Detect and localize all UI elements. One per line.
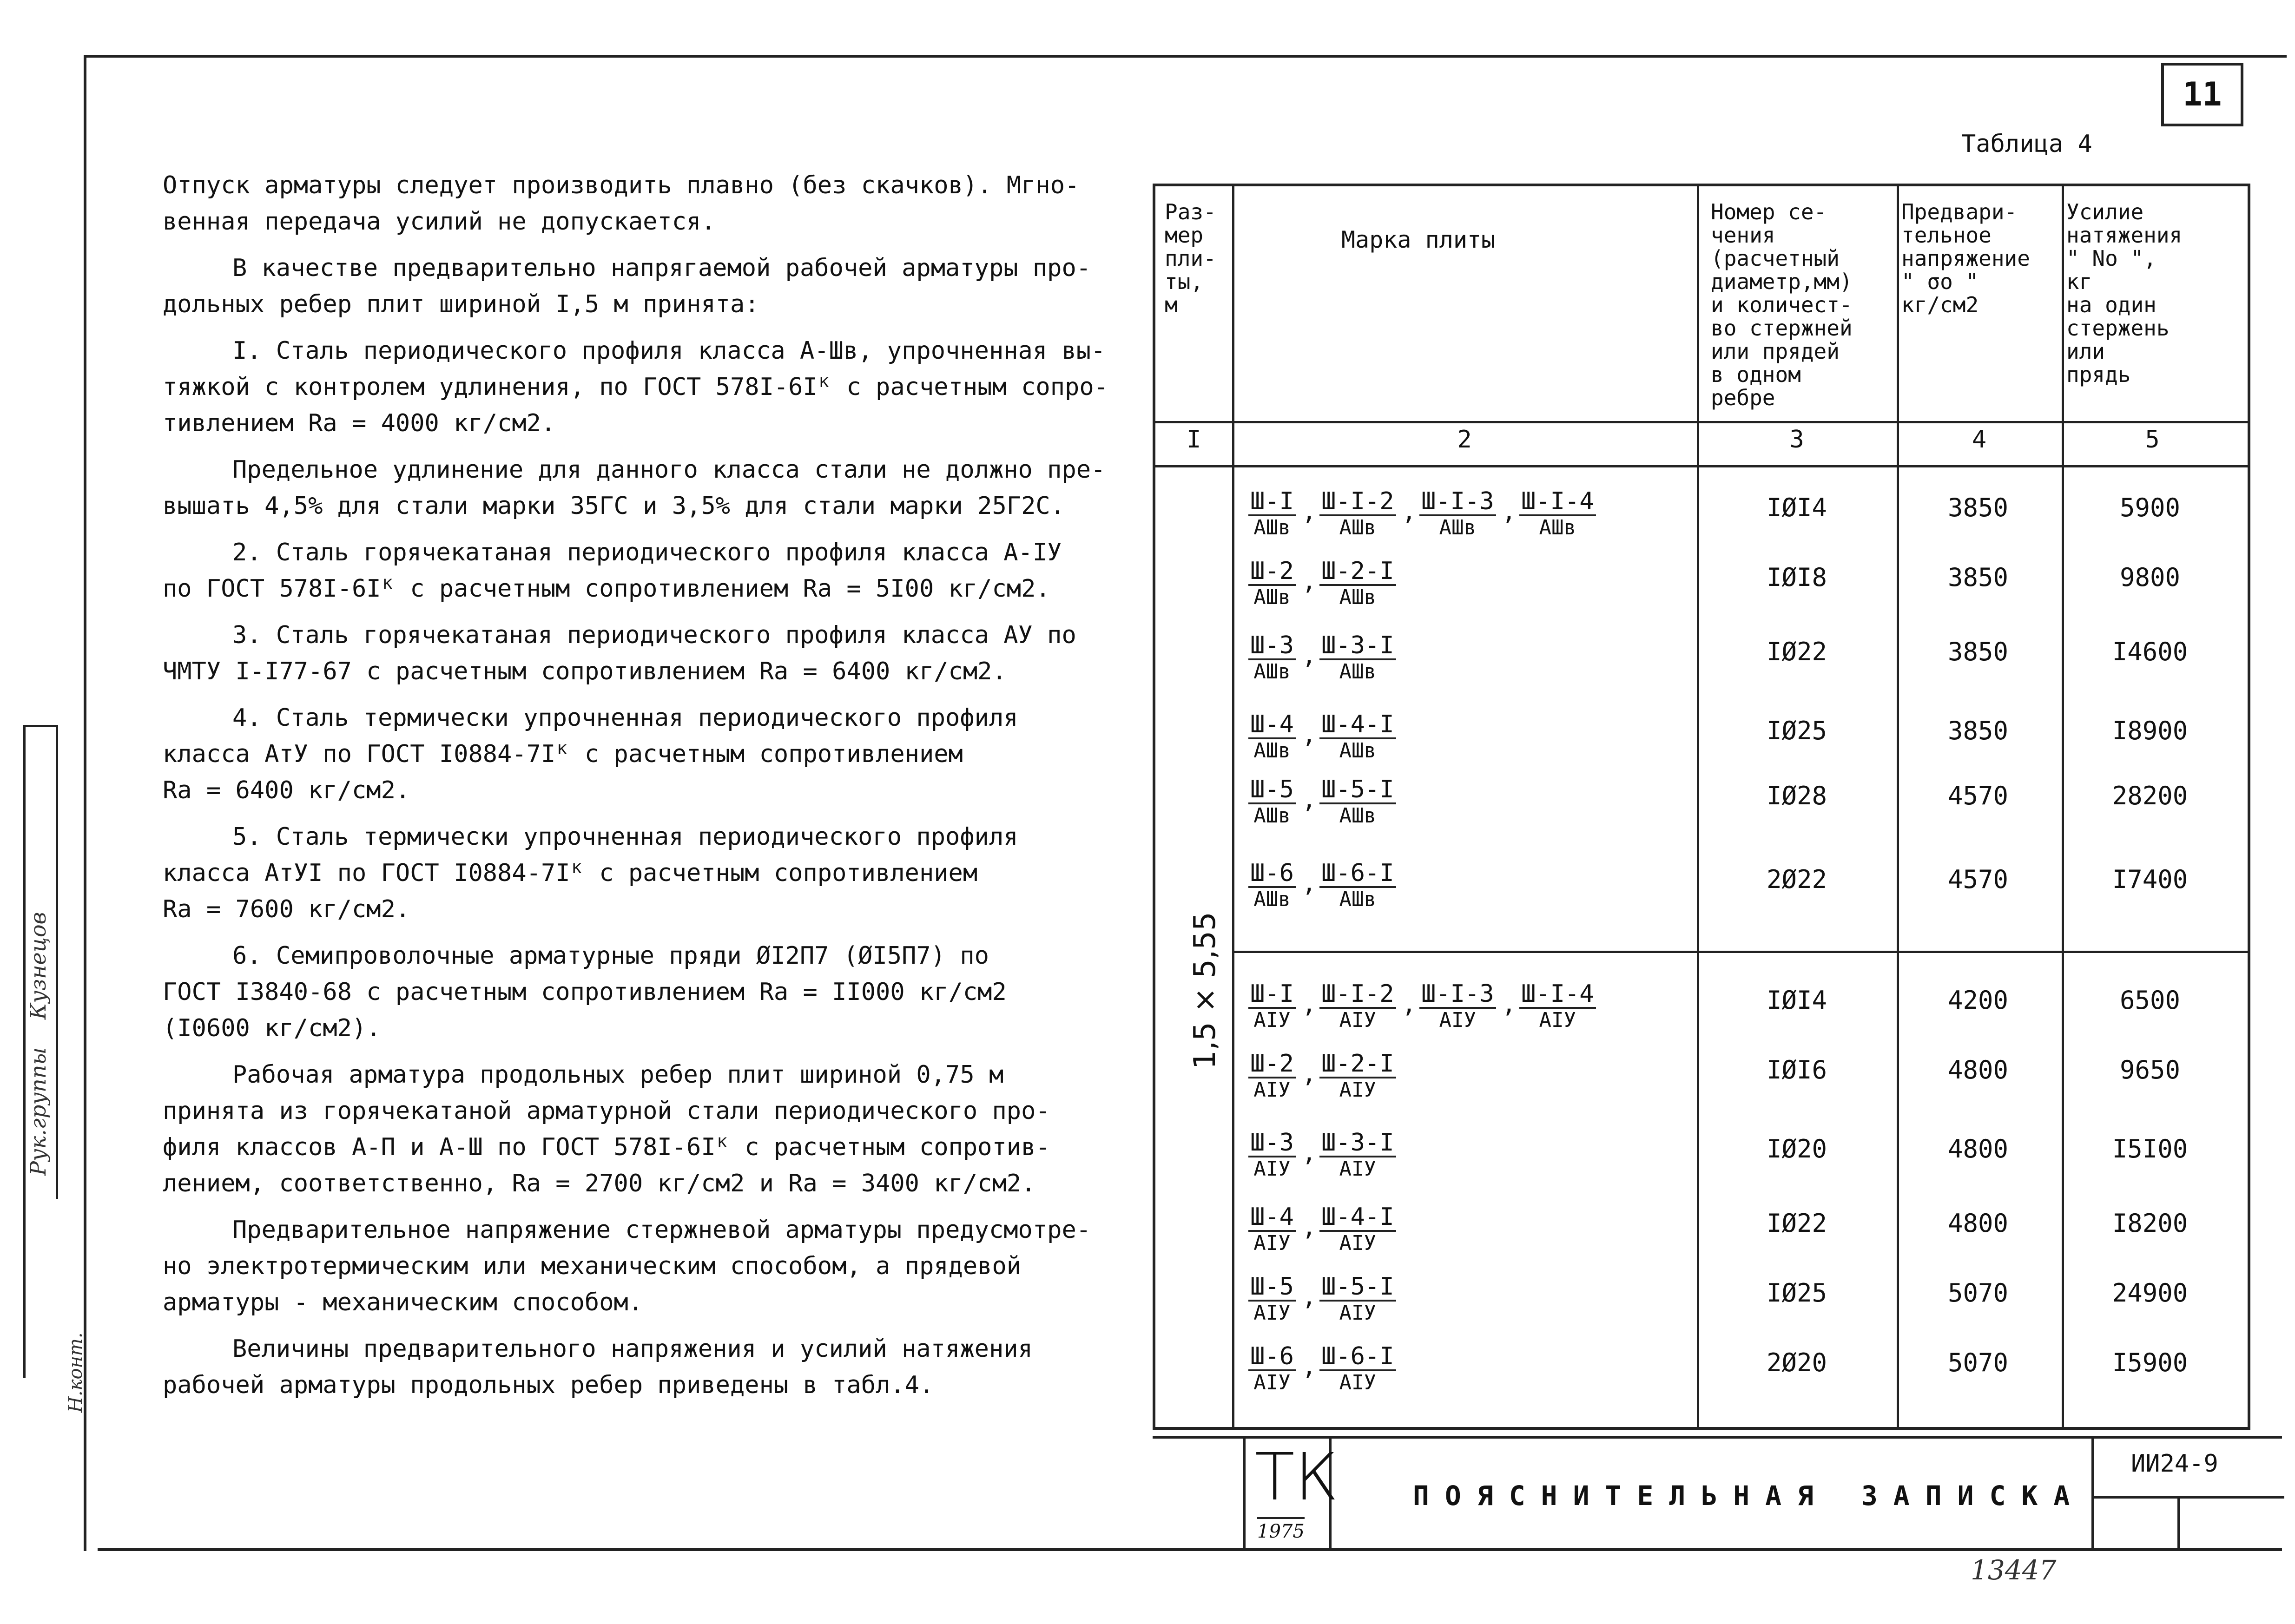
plate-mark-steel: АIУ <box>1253 1008 1291 1032</box>
cell-section: IØ25 <box>1766 716 1827 745</box>
mark-separator: , <box>1302 642 1317 670</box>
page-number: 11 <box>2161 63 2243 126</box>
col-divider <box>2062 186 2064 1427</box>
header-line: ребре <box>1711 385 1775 410</box>
plate-mark-series: Ш-6 <box>1248 860 1296 888</box>
text-line: В качестве предварительно напрягаемой рабочей арматуры про- <box>232 254 1091 282</box>
plate-mark-series: Ш-5 <box>1248 776 1296 804</box>
plate-mark-steel: АIУ <box>1253 1301 1291 1325</box>
colnum-5: 5 <box>2145 426 2160 454</box>
plate-mark-series: Ш-I <box>1248 488 1296 516</box>
text-line: по ГОСТ 578I-6Iᴷ с расчетным сопротивлением Rа = 5I00 кг/см2. <box>163 575 1050 603</box>
plate-mark <box>1319 1130 1396 1181</box>
header-size <box>1165 200 1230 316</box>
plate-mark-steel: АIУ <box>1539 1008 1576 1032</box>
plate-mark-steel: АIУ <box>1253 1078 1291 1102</box>
tk-logo <box>1243 1436 1339 1549</box>
plate-mark-steel: АШв <box>1339 739 1377 763</box>
cell-stress: 4570 <box>1947 781 2009 810</box>
cell-section: IØI6 <box>1766 1055 1827 1085</box>
cell-section: 2Ø20 <box>1766 1348 1827 1377</box>
header-section <box>1711 200 1897 409</box>
plate-mark-steel: АШв <box>1339 585 1377 609</box>
code-cell <box>2091 1436 2284 1549</box>
plate-mark <box>1319 632 1396 684</box>
plate-mark <box>1319 981 1396 1032</box>
cell-force: 9800 <box>2119 563 2181 592</box>
plate-mark-steel: АШв <box>1539 516 1576 539</box>
text-line: тивлением Rа = 4000 кг/см2. <box>163 409 556 437</box>
paragraph-p9 <box>163 938 1120 1046</box>
header-line: ты, <box>1165 269 1204 294</box>
cell-force: I4600 <box>2112 637 2188 666</box>
header-line: Номер се- <box>1711 199 1827 224</box>
plate-mark-series: Ш-I-3 <box>1419 981 1496 1009</box>
group-rule <box>1232 951 2248 953</box>
side-stamp-item: Кузнецов <box>26 912 51 1020</box>
paragraph-p2 <box>163 250 1120 322</box>
plate-mark <box>1248 860 1296 911</box>
cell-section: 2Ø22 <box>1766 865 1827 894</box>
header-mark: Марка плиты <box>1341 226 1496 253</box>
cell-section: IØ22 <box>1766 637 1827 666</box>
plate-mark <box>1319 711 1396 763</box>
header-line: или прядей <box>1711 339 1840 364</box>
colnum-rule <box>1155 465 2248 467</box>
cell-stress: 4800 <box>1947 1134 2009 1164</box>
text-line: ГОСТ I3840-68 с расчетным сопротивлением Rа = II000 кг/см2 <box>163 978 1007 1006</box>
plate-mark <box>1248 981 1296 1032</box>
paragraph-p10 <box>163 1057 1120 1202</box>
header-line: Усилие <box>2066 199 2144 224</box>
text-line: Отпуск арматуры следует производить плавно (без скачков). Мгно- <box>163 171 1080 199</box>
sheet-left-border <box>84 55 86 1551</box>
paragraph-p6 <box>163 617 1120 690</box>
paragraph-p1 <box>163 167 1120 240</box>
cell-stress: 3850 <box>1947 493 2009 522</box>
plate-mark-steel: АШв <box>1253 739 1291 763</box>
plate-mark-steel: АШв <box>1339 888 1377 911</box>
plate-mark-series: Ш-3 <box>1248 632 1296 660</box>
plate-mark <box>1248 711 1296 763</box>
text-line: Предварительное напряжение стержневой арматуры предусмотре- <box>232 1216 1091 1244</box>
plate-mark-steel: АШв <box>1339 804 1377 828</box>
text-line: дольных ребер плит шириной I,5 м принята: <box>163 290 759 318</box>
plate-mark <box>1248 558 1296 609</box>
header-stress <box>1901 200 2062 316</box>
cell-force: 9650 <box>2119 1055 2181 1085</box>
document-code: ИИ24-9 <box>2131 1450 2218 1478</box>
cell-section: IØI4 <box>1766 493 1827 522</box>
plate-mark-steel: АIУ <box>1253 1231 1291 1255</box>
plate-mark-series: Ш-4 <box>1248 1204 1296 1232</box>
plate-mark-series: Ш-5-I <box>1319 1274 1396 1302</box>
header-line: " No ", <box>2066 246 2157 271</box>
text-line: Рабочая арматура продольных ребер плит шириной 0,75 м <box>232 1061 1004 1089</box>
header-line: чения <box>1711 223 1775 248</box>
table-4 <box>1153 184 2250 1430</box>
plate-mark-series: Ш-I-4 <box>1519 488 1596 516</box>
text-line: 3. Сталь горячекатаная периодического профиля класса АУ по <box>232 621 1076 649</box>
header-line: тельное <box>1901 223 1992 248</box>
mark-separator: , <box>1302 869 1317 897</box>
text-line: Rа = 6400 кг/см2. <box>163 776 410 804</box>
plate-mark-series: Ш-6-I <box>1319 1343 1396 1371</box>
plate-mark-steel: АШв <box>1253 888 1291 911</box>
mark-separator: , <box>1402 498 1417 526</box>
plate-mark-series: Ш-4 <box>1248 711 1296 739</box>
cell-section: IØ22 <box>1766 1209 1827 1238</box>
col-divider <box>1897 186 1899 1427</box>
cell-force: I7400 <box>2112 865 2188 894</box>
text-line: филя классов А-П и А-Ш по ГОСТ 578I-6Iᴷ с расчетным сопротив- <box>163 1133 1050 1161</box>
mark-separator: , <box>1302 1213 1317 1241</box>
plate-mark-steel: АIУ <box>1439 1008 1477 1032</box>
plate-mark <box>1419 488 1496 539</box>
text-line: I. Сталь периодического профиля класса А-Шв, упрочненная вы- <box>232 337 1106 365</box>
text-line: но электротермическим или механическим способом, а прядевой <box>163 1252 1022 1280</box>
header-line: во стержней <box>1711 316 1853 341</box>
header-line: и количест- <box>1711 292 1853 317</box>
plate-mark-series: Ш-4-I <box>1319 711 1396 739</box>
text-line: Предельное удлинение для данного класса стали не должно пре- <box>232 456 1106 484</box>
plate-mark-series: Ш-4-I <box>1319 1204 1396 1232</box>
col-divider <box>1232 186 1234 1427</box>
plate-mark-steel: АШв <box>1253 660 1291 684</box>
mark-separator: , <box>1302 567 1317 595</box>
plate-mark <box>1319 1204 1396 1255</box>
cell-stress: 3850 <box>1947 563 2009 592</box>
plate-mark <box>1319 1343 1396 1394</box>
cell-section: IØ20 <box>1766 1134 1827 1164</box>
plate-mark-series: Ш-3-I <box>1319 1130 1396 1157</box>
cell-force: I8200 <box>2112 1209 2188 1238</box>
plate-mark <box>1319 1051 1396 1102</box>
cell-force: 6500 <box>2119 986 2181 1015</box>
side-stamp-divider <box>56 725 58 1199</box>
header-line: Предвари- <box>1901 199 2018 224</box>
text-line: класса АтУ по ГОСТ I0884-7Iᴷ с расчетным сопротивлением <box>163 740 963 768</box>
cell-stress: 4800 <box>1947 1209 2009 1238</box>
code-rule <box>2094 1496 2284 1499</box>
plate-mark-steel: АШв <box>1253 804 1291 828</box>
plate-mark-steel: АIУ <box>1339 1301 1377 1325</box>
mark-separator: , <box>1402 990 1417 1018</box>
year: 1975 <box>1257 1517 1305 1542</box>
plate-mark-series: Ш-3-I <box>1319 632 1396 660</box>
col-divider <box>1697 186 1699 1427</box>
mark-separator: , <box>1502 990 1517 1018</box>
cell-section: IØI4 <box>1766 986 1827 1015</box>
plate-mark-series: Ш-I <box>1248 981 1296 1009</box>
cell-stress: 3850 <box>1947 637 2009 666</box>
plate-mark <box>1319 860 1396 911</box>
text-line: Величины предварительного напряжения и усилий натяжения <box>232 1335 1033 1363</box>
paragraph-p8 <box>163 819 1120 927</box>
text-line: 4. Сталь термически упрочненная периодического профиля <box>232 704 1018 732</box>
text-line: класса АтУI по ГОСТ I0884-7Iᴷ с расчетным сопротивлением <box>163 859 978 887</box>
plate-mark-steel: АIУ <box>1339 1008 1377 1032</box>
cell-stress: 5070 <box>1947 1278 2009 1308</box>
mark-separator: , <box>1302 786 1317 814</box>
plate-mark <box>1248 632 1296 684</box>
plate-mark-series: Ш-2 <box>1248 1051 1296 1078</box>
plate-mark <box>1519 488 1596 539</box>
side-stamp-text <box>26 884 51 1176</box>
plate-mark-series: Ш-2 <box>1248 558 1296 586</box>
plate-mark <box>1319 488 1396 539</box>
header-line: кг <box>2066 269 2092 294</box>
mark-separator: , <box>1302 498 1317 526</box>
plate-mark-series: Ш-2-I <box>1319 558 1396 586</box>
header-line: диаметр,мм) <box>1711 269 1853 294</box>
text-line: принята из горячекатаной арматурной стали периодического про- <box>163 1097 1050 1125</box>
mark-separator: , <box>1302 1353 1317 1381</box>
plate-mark-series: Ш-I-3 <box>1419 488 1496 516</box>
mark-separator: , <box>1302 1139 1317 1167</box>
mark-separator: , <box>1302 1060 1317 1088</box>
mark-separator: , <box>1302 721 1317 749</box>
paragraph-p3 <box>163 333 1120 441</box>
table-caption: Таблица 4 <box>1961 130 2092 158</box>
cell-force: 24900 <box>2112 1278 2188 1308</box>
plate-mark-steel: АIУ <box>1339 1371 1377 1394</box>
plate-mark <box>1248 776 1296 828</box>
header-line: на один <box>2066 292 2157 317</box>
text-line: венная передача усилий не допускается. <box>163 208 716 236</box>
plate-mark-steel: АШв <box>1339 660 1377 684</box>
plate-mark-series: Ш-5-I <box>1319 776 1396 804</box>
cell-stress: 4800 <box>1947 1055 2009 1085</box>
mark-separator: , <box>1302 1283 1317 1311</box>
document-title: ПОЯСНИТЕЛЬНАЯ ЗАПИСКА <box>1413 1480 2086 1512</box>
colnum-2: 2 <box>1457 426 1472 454</box>
plate-mark-series: Ш-6 <box>1248 1343 1296 1371</box>
text-line: Rа = 7600 кг/см2. <box>163 895 410 923</box>
plate-mark-series: Ш-2-I <box>1319 1051 1396 1078</box>
plate-mark-steel: АIУ <box>1253 1157 1291 1181</box>
cell-section: IØI8 <box>1766 563 1827 592</box>
text-line: 6. Семипроволочные арматурные пряди ØI2П7 (ØI5П7) по <box>232 942 989 970</box>
plate-mark-steel: АШв <box>1253 516 1291 539</box>
header-line: м <box>1165 292 1178 317</box>
cell-section: IØ28 <box>1766 781 1827 810</box>
plate-mark <box>1319 558 1396 609</box>
colnum-4: 4 <box>1972 426 1987 454</box>
text-line: ЧМТУ I-I77-67 с расчетным сопротивлением Rа = 6400 кг/см2. <box>163 657 1007 685</box>
side-stamp-text-2: Н.конт. <box>65 1332 86 1413</box>
plate-mark-series: Ш-6-I <box>1319 860 1396 888</box>
header-line: стержень <box>2066 316 2170 341</box>
tk-logo-text: ТК <box>1255 1440 1339 1515</box>
mark-separator: , <box>1302 990 1317 1018</box>
plate-mark-steel: АШв <box>1339 516 1377 539</box>
cell-section: IØ25 <box>1766 1278 1827 1308</box>
cell-stress: 3850 <box>1947 716 2009 745</box>
text-line: рабочей арматуры продольных ребер приведены в табл.4. <box>163 1371 934 1399</box>
plate-mark-series: Ш-I-4 <box>1519 981 1596 1009</box>
plate-size: 1,5 × 5,55 <box>1188 912 1222 1069</box>
sheet-top-border <box>84 55 2287 58</box>
mark-separator: , <box>1502 498 1517 526</box>
header-line: прядь <box>2066 362 2131 387</box>
plate-mark-steel: АIУ <box>1339 1078 1377 1102</box>
text-line: арматуры - механическим способом. <box>163 1289 643 1316</box>
plate-mark <box>1519 981 1596 1032</box>
header-line: Раз- <box>1165 199 1216 224</box>
header-line: " σo " <box>1901 269 1979 294</box>
cell-force: I5900 <box>2112 1348 2188 1377</box>
cell-force: I5I00 <box>2112 1134 2188 1164</box>
plate-mark <box>1248 1274 1296 1325</box>
header-line: кг/см2 <box>1901 292 1979 317</box>
cell-force: 5900 <box>2119 493 2181 522</box>
text-line: 2. Сталь горячекатаная периодического профиля класса А-IУ <box>232 539 1062 566</box>
paragraph-p4 <box>163 452 1120 524</box>
plate-mark-series: Ш-I-2 <box>1319 981 1396 1009</box>
plate-mark <box>1248 1343 1296 1394</box>
paragraph-p5 <box>163 534 1120 607</box>
cell-force: 28200 <box>2112 781 2188 810</box>
side-stamp-item: Рук.группы <box>26 1047 51 1176</box>
footer-number: 13447 <box>1971 1554 2057 1586</box>
paragraph-p11 <box>163 1212 1120 1321</box>
plate-mark <box>1248 1130 1296 1181</box>
text-line: лением, соответственно, Rа = 2700 кг/см2 и Rа = 3400 кг/см2. <box>163 1170 1036 1197</box>
header-line: (расчетный <box>1711 246 1840 271</box>
plate-mark <box>1248 488 1296 539</box>
header-line: пли- <box>1165 246 1216 271</box>
cell-stress: 5070 <box>1947 1348 2009 1377</box>
text-line: (I0600 кг/см2). <box>163 1014 381 1042</box>
colnum-3: 3 <box>1789 426 1804 454</box>
plate-mark-steel: АIУ <box>1339 1157 1377 1181</box>
plate-mark-series: Ш-5 <box>1248 1274 1296 1302</box>
paragraph-p7 <box>163 700 1120 809</box>
plate-mark <box>1248 1051 1296 1102</box>
plate-mark <box>1248 1204 1296 1255</box>
text-line: тяжкой с контролем удлинения, по ГОСТ 578I-6Iᴷ с расчетным сопро- <box>163 373 1108 401</box>
text-line: 5. Сталь термически упрочненная периодического профиля <box>232 823 1018 851</box>
header-line: мер <box>1165 223 1204 248</box>
plate-mark <box>1319 776 1396 828</box>
plate-mark-steel: АШв <box>1253 585 1291 609</box>
cell-stress: 4570 <box>1947 865 2009 894</box>
text-line: вышать 4,5% для стали марки 35ГС и 3,5% для стали марки 25Г2С. <box>163 492 1065 520</box>
explanatory-text <box>163 167 1120 1414</box>
plate-mark-series: Ш-3 <box>1248 1130 1296 1157</box>
header-line: напряжение <box>1901 246 2030 271</box>
code-divider <box>2177 1496 2180 1549</box>
plate-mark-series: Ш-I-2 <box>1319 488 1396 516</box>
header-rule <box>1155 421 2248 423</box>
header-force <box>2066 200 2243 386</box>
header-line: или <box>2066 339 2105 364</box>
paragraph-p12 <box>163 1331 1120 1403</box>
header-line: натяжения <box>2066 223 2183 248</box>
plate-mark <box>1419 981 1496 1032</box>
colnum-1: I <box>1186 426 1201 454</box>
plate-mark-steel: АIУ <box>1253 1371 1291 1394</box>
cell-stress: 4200 <box>1947 986 2009 1015</box>
plate-mark <box>1319 1274 1396 1325</box>
title-block <box>1153 1436 2282 1549</box>
plate-mark-steel: АШв <box>1439 516 1477 539</box>
header-line: в одном <box>1711 362 1801 387</box>
cell-force: I8900 <box>2112 716 2188 745</box>
plate-mark-steel: АIУ <box>1339 1231 1377 1255</box>
